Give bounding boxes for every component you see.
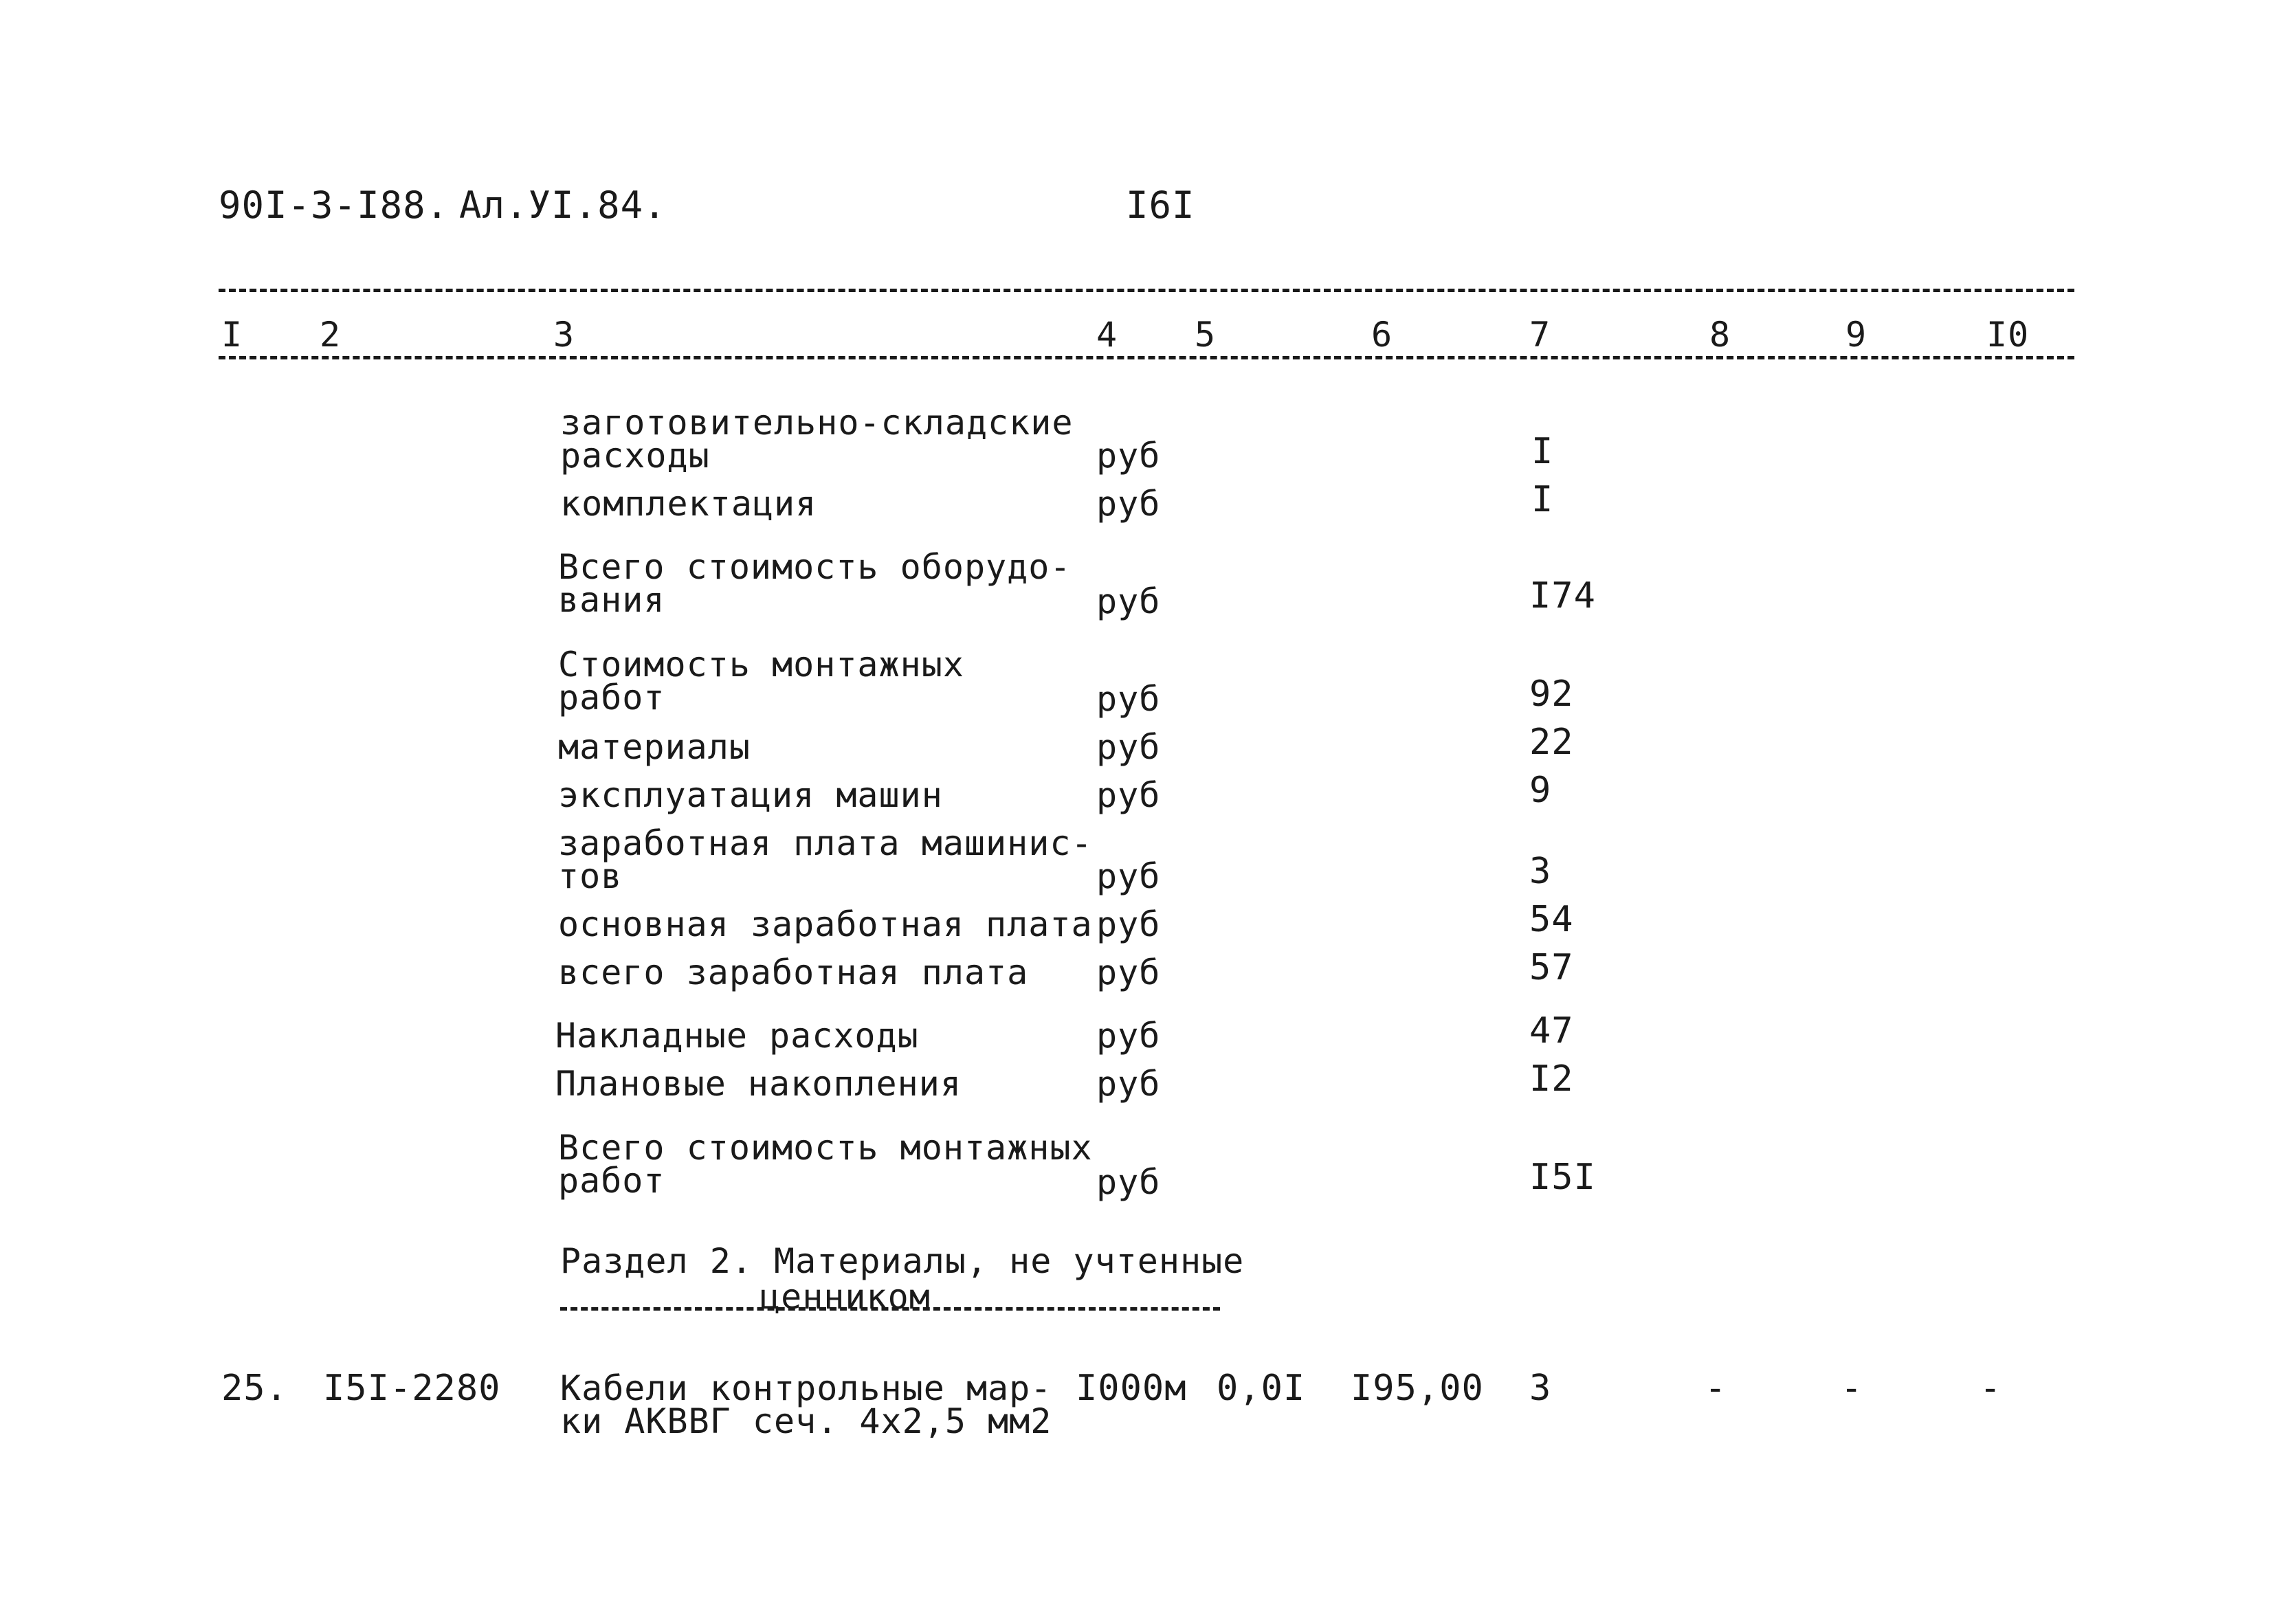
row-value: I2: [1529, 1058, 1574, 1100]
document-code: 90I-3-I88.: [219, 183, 450, 227]
column-header-1: I: [221, 315, 243, 355]
row-label-line: комплектация: [560, 484, 817, 524]
item-code: I5I-2280: [323, 1368, 501, 1409]
row-unit: руб: [1096, 679, 1161, 719]
section-heading: Раздел 2. Материалы, не учтенные: [560, 1241, 1245, 1281]
row-unit: руб: [1096, 1162, 1161, 1202]
column-header-9: 9: [1845, 315, 1867, 355]
column-header-5: 5: [1195, 315, 1217, 355]
column-header-8: 8: [1709, 315, 1731, 355]
album-code: Ал.УI.84.: [459, 183, 667, 227]
column-header-2: 2: [320, 315, 342, 355]
row-value: I: [1531, 431, 1554, 472]
row-value: 47: [1529, 1010, 1574, 1052]
column-header-4: 4: [1096, 315, 1118, 355]
row-label-line: расходы: [560, 436, 710, 476]
row-unit: руб: [1096, 727, 1161, 767]
row-label-line: работ: [558, 678, 665, 718]
row-label-line: материалы: [558, 727, 751, 767]
row-label-line: тов: [558, 856, 623, 896]
column-header-6: 6: [1371, 315, 1393, 355]
item-name-line: ки АКВВГ сеч. 4х2,5 мм2: [560, 1401, 1052, 1441]
item-col8: -: [1705, 1368, 1727, 1409]
row-label-line: всего заработная плата: [558, 953, 1029, 992]
row-value: 57: [1529, 947, 1574, 988]
row-label-line: Стоимость монтажных: [558, 645, 964, 685]
item-total: 3: [1529, 1368, 1552, 1409]
row-label-line: Накладные расходы: [555, 1016, 919, 1056]
row-label-line: основная заработная плата: [558, 904, 1093, 944]
row-value: 9: [1529, 770, 1552, 811]
row-unit: руб: [1096, 953, 1161, 992]
row-label-line: Плановые накопления: [555, 1064, 962, 1104]
row-unit: руб: [1096, 581, 1161, 621]
row-value: 22: [1529, 722, 1574, 763]
row-label-line: Всего стоимость оборудо-: [558, 547, 1072, 587]
column-header-7: 7: [1529, 315, 1551, 355]
item-number: 25.: [221, 1368, 288, 1409]
row-label-line: работ: [558, 1161, 665, 1201]
row-label-line: заготовительно-складские: [560, 403, 1074, 443]
row-value: I74: [1529, 575, 1596, 616]
section-underline: [560, 1307, 1220, 1311]
row-value: I5I: [1529, 1157, 1596, 1198]
row-value: 3: [1529, 851, 1552, 892]
row-unit: руб: [1096, 1064, 1161, 1104]
row-label-line: заработная плата машинис-: [558, 823, 1093, 863]
row-value: 92: [1529, 674, 1574, 715]
item-col10: -: [1980, 1368, 2002, 1409]
row-unit: руб: [1096, 904, 1161, 944]
column-header-10: I0: [1986, 315, 2030, 355]
page-number: I6I: [1126, 183, 1195, 227]
row-unit: руб: [1096, 775, 1161, 815]
row-value: 54: [1529, 899, 1574, 940]
row-label-line: эксплуатация машин: [558, 775, 943, 815]
item-quantity: 0,0I: [1217, 1368, 1306, 1409]
item-name-line: Кабели контрольные мар-: [560, 1368, 1052, 1408]
row-unit: руб: [1096, 484, 1161, 524]
item-col9: -: [1841, 1368, 1863, 1409]
column-header-3: 3: [553, 315, 575, 355]
header-top-rule: [219, 289, 2074, 292]
row-label-line: Всего стоимость монтажных: [558, 1128, 1093, 1168]
item-unit: I000м: [1076, 1368, 1187, 1409]
row-unit: руб: [1096, 436, 1161, 476]
header-bottom-rule: [219, 356, 2074, 359]
section-heading-continuation: ценником: [759, 1277, 931, 1317]
item-price: I95,00: [1351, 1368, 1484, 1409]
row-label-line: вания: [558, 580, 665, 620]
row-unit: руб: [1096, 856, 1161, 896]
row-unit: руб: [1096, 1016, 1161, 1056]
row-value: I: [1531, 479, 1554, 520]
